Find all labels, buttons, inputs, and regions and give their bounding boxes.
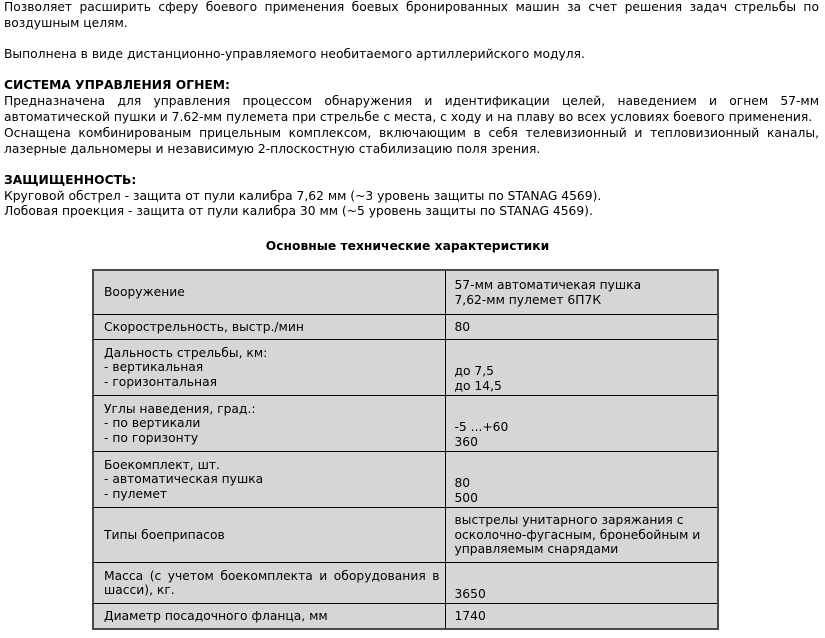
spec-label [94,315,446,340]
spec-label-line: - автоматическая пушка [104,472,264,487]
spec-value [446,563,717,604]
table-row [94,340,717,396]
spec-value-line: 1740 [454,608,486,623]
spec-value [446,315,717,340]
table-row [94,452,717,508]
spec-value-line: 57-мм автоматичекая пушка [454,278,642,292]
spec-value [446,452,717,508]
spec-value-line: 500 [454,490,478,505]
spec-label [94,271,446,315]
table-row [94,315,717,340]
spec-value-line: -5 ...+60 [454,420,509,434]
specs-table [92,269,719,630]
spec-label-line: Типы боеприпасов [104,527,225,542]
spec-label [94,508,446,563]
table-row [94,396,717,452]
spec-label-line: - вертикальная [104,360,204,375]
spec-label-line: - по горизонту [104,430,199,445]
spec-label-line: Углы наведения, град.: [104,401,256,416]
spec-value-line: до 7,5 [454,364,494,378]
table-row [94,271,717,315]
spec-label [94,563,446,604]
spec-value-line: выстрелы унитарного заряжания с [454,513,684,528]
spec-value [446,604,717,628]
spec-label [94,604,446,628]
spec-label [94,340,446,396]
protection-line-1: Круговой обстрел - защита от пули калибра 7,62 мм (~3 уровень защиты по STANAG 4569). [4,188,602,203]
table-row [94,604,717,628]
spec-label [94,452,446,508]
specs-table-title: Основные технические характеристики [265,239,550,253]
table-row [94,563,717,604]
spec-label-line: Масса (с учетом боекомплекта и оборудования в шасси), кг. [104,568,440,597]
spec-value [446,396,717,452]
spec-value [446,271,717,315]
protection-line-2: Лобовая проекция - защита от пули калибра 30 мм (~5 уровень защиты по STANAG 4569). [4,204,593,219]
spec-label [94,396,446,452]
intro-paragraph-2: Выполнена в виде дистанционно-управляемого необитаемого артиллерийского модуля. [4,47,585,62]
spec-value-line: 7,62-мм пулемет 6П7К [454,292,602,307]
spec-label-line: - пулемет [104,486,168,501]
spec-value-line: 80 [454,319,471,334]
spec-value-line: управляемым снарядами [454,542,619,557]
protection-heading: ЗАЩИЩЕННОСТЬ: [4,172,137,187]
fire-control-heading: СИСТЕМА УПРАВЛЕНИЯ ОГНЕМ: [4,78,230,93]
spec-label-line: Вооружение [104,285,185,300]
spec-label-line: Диаметр посадочного фланца, мм [104,608,328,623]
spec-label-line: Дальность стрельбы, км: [104,345,268,360]
spec-value-line: 3650 [454,586,486,601]
spec-value [446,340,717,396]
fire-control-paragraph-2: Оснащена комбинированым прицельным комплексом, включающим в себя телевизионный и тепловизионный каналы, лазерные дальномеры и независимую 2-плоскостную стабилизацию поля зрения. [4,125,819,156]
spec-value-line: до 14,5 [454,378,502,393]
spec-label-line: - горизонтальная [104,374,218,389]
article-body [4,0,819,220]
spec-value-line: осколочно-фугасным, бронебойным и [454,527,701,542]
spec-value [446,508,717,563]
spec-value-line: 80 [454,476,471,490]
fire-control-paragraph-1: Предназначена для управления процессом обнаружения и идентификации целей, наведением и огнем 57-мм автоматической пушки и 7.62-мм пулемета при стрельбе с места, с ходу и на плаву во всех условиях боевого применения. [4,94,819,124]
spec-label-line: - по вертикали [104,416,201,431]
spec-label-line: Скорострельность, выстр./мин [104,319,304,334]
spec-value-line: 360 [454,434,478,449]
table-row [94,508,717,563]
spec-label-line: Боекомплект, шт. [104,457,220,472]
intro-paragraph-1: Позволяет расширить сферу боевого применения боевых бронированных машин за счет решения задач стрельбы по воздушным целям. [4,0,819,30]
